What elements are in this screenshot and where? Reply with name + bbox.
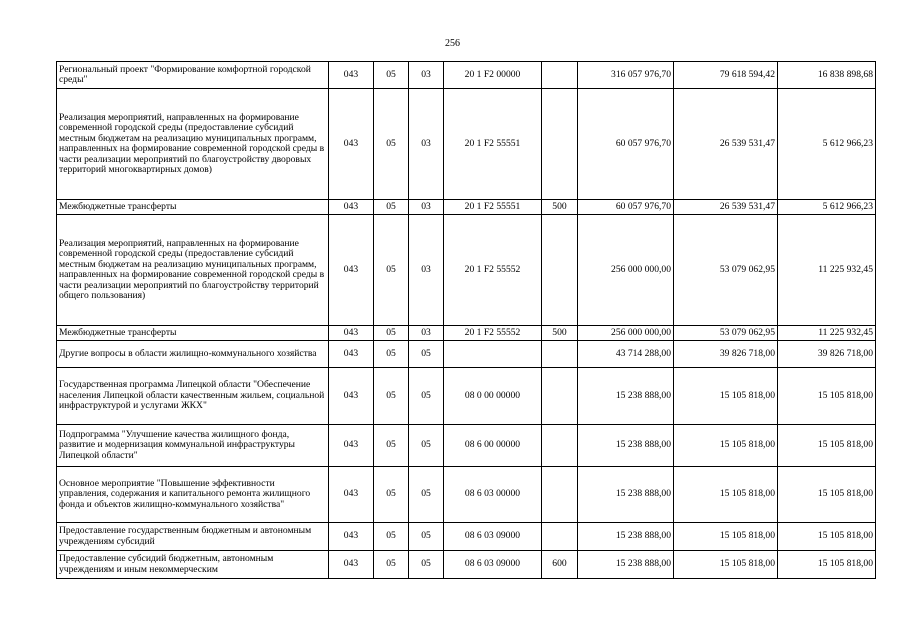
row-name: Реализация мероприятий, направленных на формирование современной городской среды (предоставление субсидий местным бюджетам на реализацию муниципальных программ, направленных на формирование современной городской среды в части реализации мероприятий по благоустройству дворовых территорий многоквартирных домов) [57,89,329,200]
ministry-code: 043 [329,326,374,341]
amount-2019: 256 000 000,00 [578,215,674,326]
target-article-code: 08 0 00 00000 [444,368,542,425]
subsection-code: 05 [409,467,444,523]
amount-2021: 15 105 818,00 [778,551,876,579]
table-row [57,200,876,215]
amount-2021: 15 105 818,00 [778,523,876,551]
subsection-code: 03 [409,200,444,215]
subsection-code: 03 [409,62,444,89]
ministry-code: 043 [329,467,374,523]
target-article-code [444,341,542,368]
row-name: Основное мероприятие "Повышение эффективности управления, содержания и капитального ремонта жилищного фонда и объектов жилищно-коммунального хозяйства" [57,467,329,523]
amount-2021: 15 105 818,00 [778,467,876,523]
section-code: 05 [374,425,409,467]
expense-type-code [542,425,578,467]
amount-2020: 15 105 818,00 [674,523,778,551]
row-name: Государственная программа Липецкой области "Обеспечение населения Липецкой области качественным жильем, социальной инфраструктурой и услугами ЖКХ" [57,368,329,425]
amount-2019: 15 238 888,00 [578,368,674,425]
table-row [57,215,876,326]
subsection-code: 05 [409,425,444,467]
page-number: 256 [445,38,460,49]
amount-2019: 316 057 976,70 [578,62,674,89]
section-code: 05 [374,62,409,89]
row-name: Реализация мероприятий, направленных на формирование современной городской среды (предоставление субсидий местным бюджетам на реализацию муниципальных программ, направленных на формирование современной городской среды в части реализации мероприятий по благоустройству территорий общего пользования) [57,215,329,326]
amount-2019: 15 238 888,00 [578,551,674,579]
ministry-code: 043 [329,62,374,89]
ministry-code: 043 [329,89,374,200]
amount-2020: 26 539 531,47 [674,200,778,215]
target-article-code: 20 1 F2 55551 [444,89,542,200]
ministry-code: 043 [329,425,374,467]
amount-2021: 11 225 932,45 [778,215,876,326]
expense-type-code: 600 [542,551,578,579]
expense-type-code [542,467,578,523]
ministry-code: 043 [329,523,374,551]
section-code: 05 [374,523,409,551]
table-row [57,368,876,425]
amount-2021: 16 838 898,68 [778,62,876,89]
target-article-code: 08 6 03 09000 [444,551,542,579]
ministry-code: 043 [329,368,374,425]
amount-2021: 15 105 818,00 [778,368,876,425]
table-row [57,523,876,551]
section-code: 05 [374,89,409,200]
expense-type-code [542,215,578,326]
amount-2019: 43 714 288,00 [578,341,674,368]
subsection-code: 05 [409,551,444,579]
amount-2020: 15 105 818,00 [674,368,778,425]
amount-2020: 15 105 818,00 [674,467,778,523]
amount-2019: 15 238 888,00 [578,425,674,467]
section-code: 05 [374,551,409,579]
target-article-code: 20 1 F2 55551 [444,200,542,215]
section-code: 05 [374,215,409,326]
ministry-code: 043 [329,200,374,215]
subsection-code: 03 [409,326,444,341]
section-code: 05 [374,341,409,368]
table-row [57,551,876,579]
amount-2020: 53 079 062,95 [674,326,778,341]
expense-type-code [542,62,578,89]
target-article-code: 08 6 03 09000 [444,523,542,551]
expense-type-code [542,89,578,200]
amount-2021: 39 826 718,00 [778,341,876,368]
target-article-code: 08 6 00 00000 [444,425,542,467]
amount-2019: 60 057 976,70 [578,89,674,200]
amount-2019: 15 238 888,00 [578,467,674,523]
target-article-code: 20 1 F2 55552 [444,215,542,326]
amount-2021: 5 612 966,23 [778,89,876,200]
target-article-code: 08 6 03 00000 [444,467,542,523]
section-code: 05 [374,326,409,341]
amount-2020: 79 618 594,42 [674,62,778,89]
section-code: 05 [374,467,409,523]
section-code: 05 [374,200,409,215]
budget-table [56,61,876,579]
ministry-code: 043 [329,341,374,368]
table-row [57,326,876,341]
section-code: 05 [374,368,409,425]
amount-2020: 53 079 062,95 [674,215,778,326]
expense-type-code [542,368,578,425]
table-row [57,89,876,200]
expense-type-code: 500 [542,200,578,215]
target-article-code: 20 1 F2 00000 [444,62,542,89]
expense-type-code: 500 [542,326,578,341]
row-name: Межбюджетные трансферты [57,200,329,215]
amount-2020: 15 105 818,00 [674,551,778,579]
row-name: Другие вопросы в области жилищно-коммунального хозяйства [57,341,329,368]
row-name: Подпрограмма "Улучшение качества жилищного фонда, развитие и модернизация коммунальной инфраструктуры Липецкой области" [57,425,329,467]
amount-2019: 15 238 888,00 [578,523,674,551]
subsection-code: 03 [409,215,444,326]
subsection-code: 03 [409,89,444,200]
table-row [57,62,876,89]
table-row [57,425,876,467]
table-row [57,467,876,523]
amount-2021: 15 105 818,00 [778,425,876,467]
table-row [57,341,876,368]
amount-2020: 26 539 531,47 [674,89,778,200]
amount-2021: 11 225 932,45 [778,326,876,341]
amount-2020: 15 105 818,00 [674,425,778,467]
subsection-code: 05 [409,368,444,425]
row-name: Региональный проект "Формирование комфортной городской среды" [57,62,329,89]
subsection-code: 05 [409,523,444,551]
amount-2020: 39 826 718,00 [674,341,778,368]
expense-type-code [542,341,578,368]
row-name: Предоставление государственным бюджетным и автономным учреждениям субсидий [57,523,329,551]
row-name: Предоставление субсидий бюджетным, автономным учреждениям и иным некоммерческим [57,551,329,579]
amount-2019: 256 000 000,00 [578,326,674,341]
row-name: Межбюджетные трансферты [57,326,329,341]
target-article-code: 20 1 F2 55552 [444,326,542,341]
ministry-code: 043 [329,551,374,579]
subsection-code: 05 [409,341,444,368]
amount-2019: 60 057 976,70 [578,200,674,215]
amount-2021: 5 612 966,23 [778,200,876,215]
ministry-code: 043 [329,215,374,326]
expense-type-code [542,523,578,551]
